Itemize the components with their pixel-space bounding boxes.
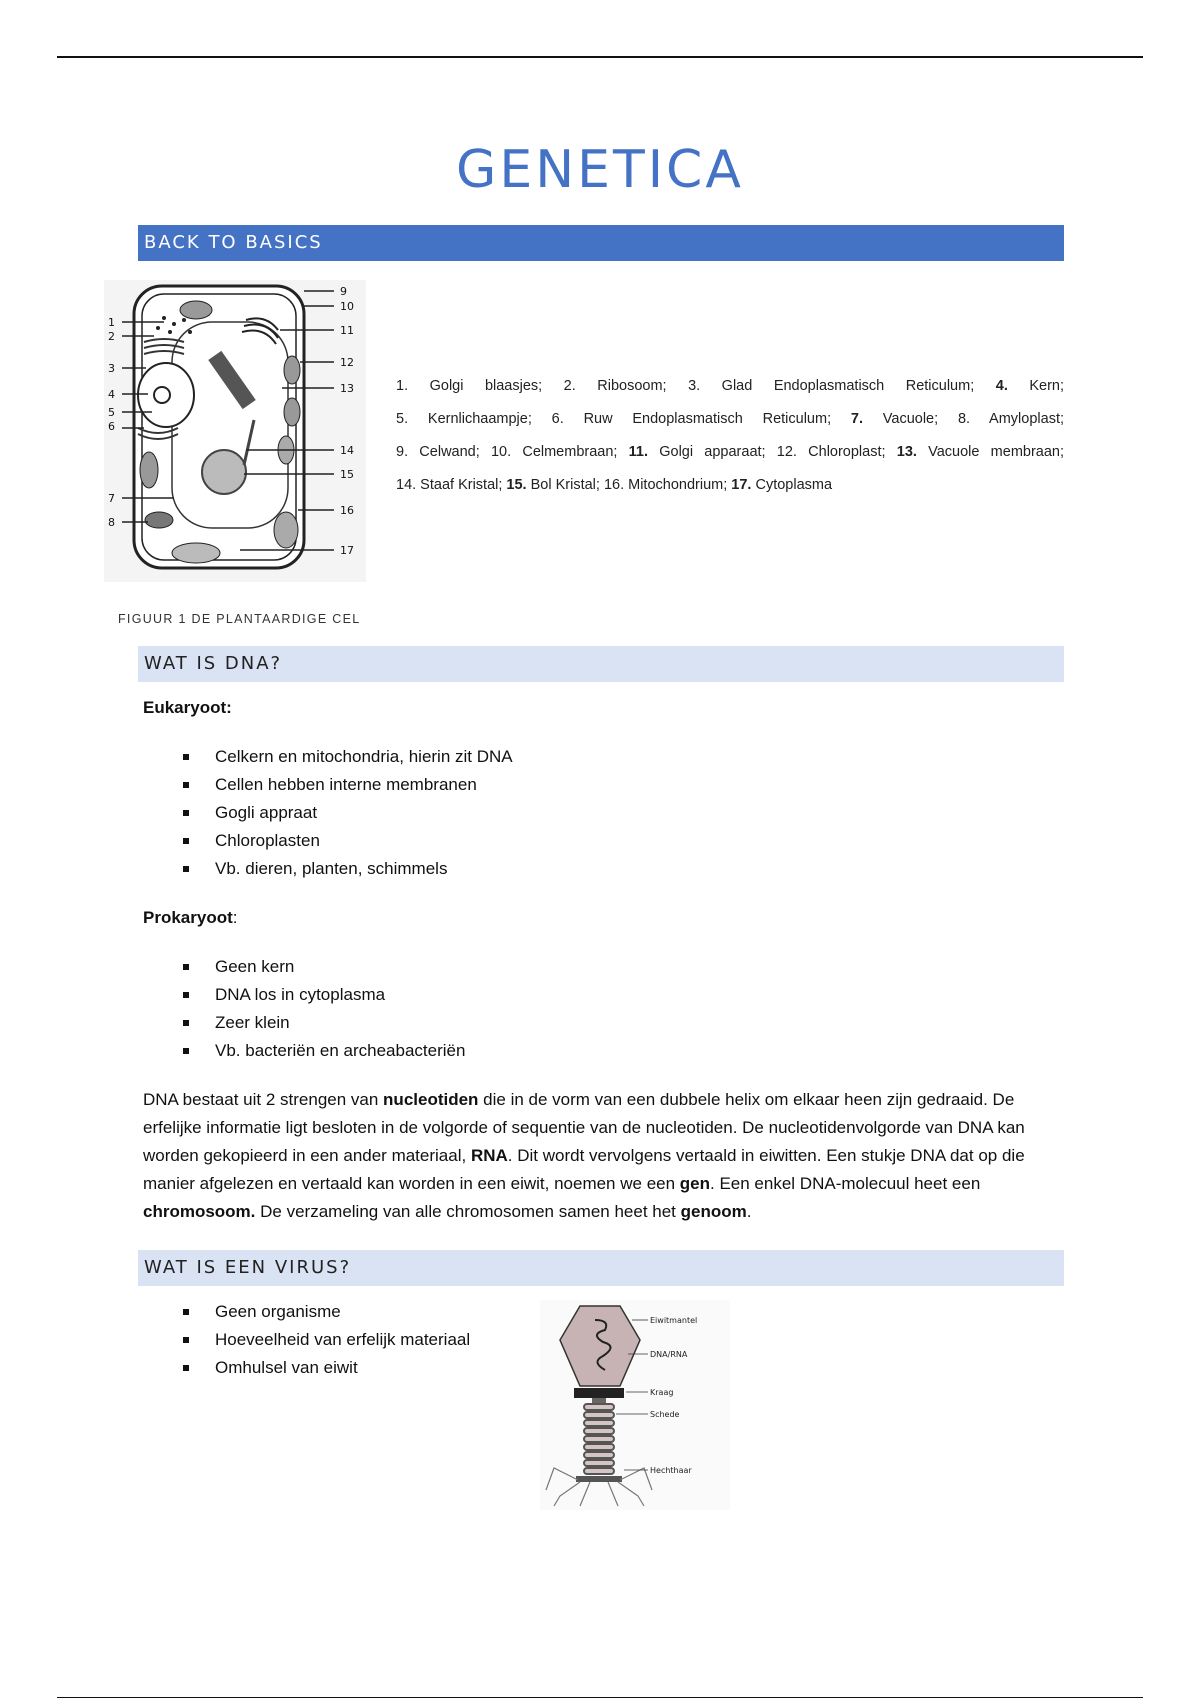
plant-cell-diagram [104, 280, 366, 582]
cell-label-13: 13 [340, 382, 354, 395]
list-item: Vb. dieren, planten, schimmels [183, 855, 513, 883]
section-heading-basics: BACK TO BASICS [138, 225, 1064, 261]
legend-line: 1. Golgi blaasjes; 2. Ribosoom; 3. Glad Endoplasmatisch Reticulum; 4. Kern; [396, 378, 1065, 394]
cell-label-9: 9 [340, 285, 347, 298]
cell-label-16: 16 [340, 504, 354, 517]
virus-label-dnarna: DNA/RNA [650, 1350, 688, 1359]
prokaryoot-heading: Prokaryoot: [143, 908, 238, 927]
page-title: GENETICA [456, 140, 744, 200]
prokaryoot-list [183, 953, 465, 1065]
list-item: Omhulsel van eiwit [183, 1354, 470, 1382]
cell-legend [396, 370, 1064, 502]
virus-label-eiwitmantel: Eiwitmantel [650, 1316, 698, 1325]
list-item: Hoeveelheid van erfelijk materiaal [183, 1326, 470, 1354]
list-item: DNA los in cytoplasma [183, 981, 465, 1009]
cell-label-4: 4 [108, 388, 115, 401]
legend-line: 5. Kernlichaampje; 6. Ruw Endoplasmatisch Reticulum; 7. Vacuole; 8. Amyloplast; [396, 411, 1064, 427]
cell-label-15: 15 [340, 468, 354, 481]
cell-label-6: 6 [108, 420, 115, 433]
dna-paragraph: DNA bestaat uit 2 strengen van nucleotiden die in de vorm van een dubbele helix om elkaar heen zijn gedraaid. De erfelijke informatie ligt besloten in de volgorde of sequentie van de nucleotiden. De nucleotidenvolgorde van DNA kan worden gekopieerd in een ander materiaal, RNA. Dit wordt vervolgens vertaald in eiwitten. Een stukje DNA dat op die manier afgelezen en vertaald kan worden in een eiwit, noemen we een gen. Een enkel DNA-molecuul heet een chromosoom. De verzameling van alle chromosomen samen heet het genoom. [143, 1090, 1025, 1221]
cell-label-12: 12 [340, 356, 354, 369]
virus-label-kraag: Kraag [650, 1388, 674, 1397]
cell-label-14: 14 [340, 444, 354, 457]
cell-label-10: 10 [340, 300, 354, 313]
list-item: Cellen hebben interne membranen [183, 771, 513, 799]
virus-label-hechthaar: Hechthaar [650, 1466, 692, 1475]
list-item: Geen organisme [183, 1298, 470, 1326]
list-item: Vb. bacteriën en archeabacteriën [183, 1037, 465, 1065]
cell-label-8: 8 [108, 516, 115, 529]
cell-label-11: 11 [340, 324, 354, 337]
list-item: Geen kern [183, 953, 465, 981]
legend-line: 14. Staaf Kristal; 15. Bol Kristal; 16. Mitochondrium; 17. Cytoplasma [396, 477, 833, 493]
legend-line: 9. Celwand; 10. Celmembraan; 11. Golgi apparaat; 12. Chloroplast; 13. Vacuole membraan; [396, 444, 1065, 460]
cell-label-5: 5 [108, 406, 115, 419]
cell-label-2: 2 [108, 330, 115, 343]
eukaryoot-list [183, 743, 513, 883]
bottom-rule [57, 1697, 1143, 1698]
cell-label-7: 7 [108, 492, 115, 505]
virus-label-schede: Schede [650, 1410, 680, 1419]
bacteriophage-diagram [540, 1300, 730, 1510]
list-item: Gogli appraat [183, 799, 513, 827]
section-heading-virus: WAT IS EEN VIRUS? [138, 1250, 1064, 1286]
cell-label-1: 1 [108, 316, 115, 329]
list-item: Chloroplasten [183, 827, 513, 855]
list-item: Zeer klein [183, 1009, 465, 1037]
eukaryoot-heading: Eukaryoot: [143, 698, 232, 717]
top-rule [57, 56, 1143, 58]
list-item: Celkern en mitochondria, hierin zit DNA [183, 743, 513, 771]
figure-caption: FIGUUR 1 DE PLANTAARDIGE CEL [118, 612, 361, 626]
cell-label-17: 17 [340, 544, 354, 557]
virus-list [183, 1298, 470, 1382]
cell-label-3: 3 [108, 362, 115, 375]
section-heading-dna: WAT IS DNA? [138, 646, 1064, 682]
